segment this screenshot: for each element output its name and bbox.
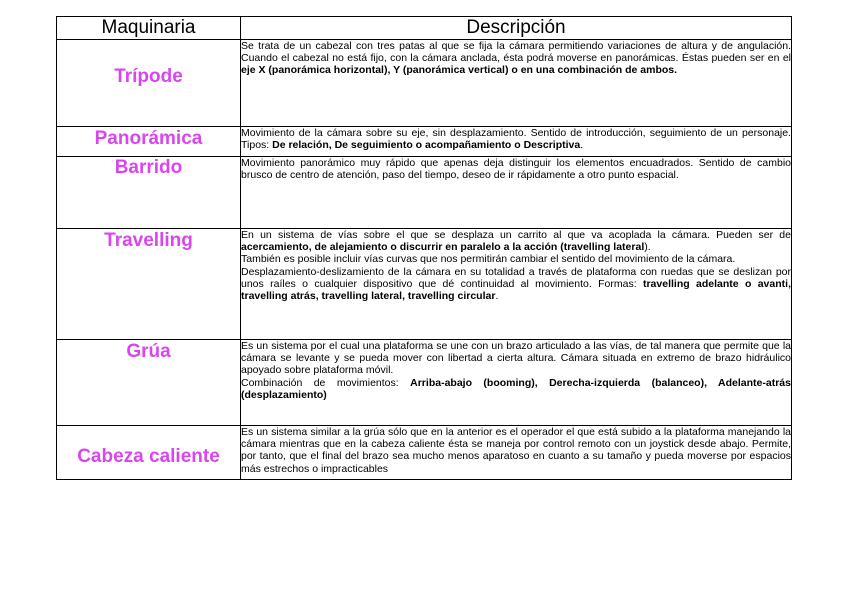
row-description-cell [241, 229, 792, 340]
row-name-cell [57, 229, 241, 340]
description-emphasis: eje X (panorámica horizontal), Y (panorámica vertical) o en una combinación de ambos. [241, 64, 678, 77]
table-row-panoramica [57, 127, 792, 157]
description-text: ). [644, 241, 651, 254]
description-emphasis: travelling adelante o avanti, travelling atrás, travelling lateral, travelling circular [241, 277, 791, 303]
equipment-name: Trípode [114, 66, 183, 87]
description-text: Movimiento de la cámara sobre su eje, sin desplazamiento. Sentido de introducción, seguimiento de un personaje. Tipos: [241, 127, 791, 152]
header-descripcion: Descripción [241, 17, 792, 40]
row-name-cell [57, 157, 241, 229]
description-emphasis: De relación, De seguimiento o acompañamiento o Descriptiva [272, 139, 581, 152]
table-header-row [57, 17, 792, 40]
description-emphasis: Arriba-abajo (booming), Derecha-izquierda (balanceo), Adelante-atrás (desplazamiento) [241, 376, 791, 401]
description-text: Es un sistema por el cual una plataforma se une con un brazo articulado a las vías, de tal manera que permite que la cámara se levante y se pueda mover con libertad a cierta altura. Cámara situada en extremo de brazo hidráulico apoyado sobre plataforma móvil. [241, 340, 791, 377]
description-text: . [580, 139, 584, 152]
description-text: Movimiento panorámico muy rápido que apenas deja distinguir los elementos encuadrados. Sentido de cambio brusco de centro de atención, paso del tiempo, deseo de ir rápidamente a otro punto espacial. [241, 157, 791, 182]
equipment-name: Travelling [104, 230, 193, 251]
camera-equipment-table [56, 16, 792, 480]
equipment-name: Grúa [126, 341, 171, 362]
description-text: También es posible incluir vías curvas que nos permitirán cambiar el sentido del movimiento de la cámara. [241, 253, 736, 266]
description-text: En un sistema de vías sobre el que se desplaza un carrito al que va acoplada la cámara. Pueden ser de [241, 229, 791, 241]
row-description-cell [241, 157, 792, 229]
description-text: . [495, 290, 499, 303]
table-row-grua [57, 340, 792, 426]
row-description-cell [241, 127, 792, 157]
equipment-name: Barrido [114, 157, 183, 178]
equipment-name: Panorámica [94, 128, 203, 149]
row-name-cell [57, 426, 241, 480]
row-name-cell [57, 127, 241, 157]
table-row-tripode [57, 40, 792, 127]
header-maquinaria: Maquinaria [57, 17, 241, 40]
table-row-barrido [57, 157, 792, 229]
row-description-cell [241, 426, 792, 480]
description-text: Se trata de un cabezal con tres patas al que se fija la cámara permitiendo variaciones de altura y de angulación. Cuando el cabezal no está fijo, con la cámara anclada, ésta podrá moverse en panorámicas. Éstas pueden ser en el [241, 40, 791, 65]
row-description-cell [241, 40, 792, 127]
row-name-cell [57, 40, 241, 127]
row-name-cell [57, 340, 241, 426]
table-row-travelling [57, 229, 792, 340]
description-text: Combinación de movimientos: [241, 376, 411, 389]
description-emphasis: acercamiento, de alejamiento o discurrir en paralelo a la acción (travelling lateral [241, 241, 645, 254]
row-description-cell [241, 340, 792, 426]
description-text: Es un sistema similar a la grúa sólo que en la anterior es el operador el que está subido a la plataforma manejando la cámara mientras que en la cabeza caliente ésta se maneja por control remoto con un joystick desde abajo. Permite, por tanto, que el final del brazo sea mucho menos aparatoso en cuanto a su tamaño y pueda moverse por espacios más estrechos o impracticables [241, 426, 791, 475]
table-row-cabeza-caliente [57, 426, 792, 480]
description-text: Desplazamiento-deslizamiento de la cámara en su totalidad a través de plataforma con ruedas que se deslizan por unos raíles o cualquier dispositivo que dé continuidad al movimiento. Formas: [241, 265, 791, 290]
equipment-name: Cabeza caliente [77, 445, 220, 467]
